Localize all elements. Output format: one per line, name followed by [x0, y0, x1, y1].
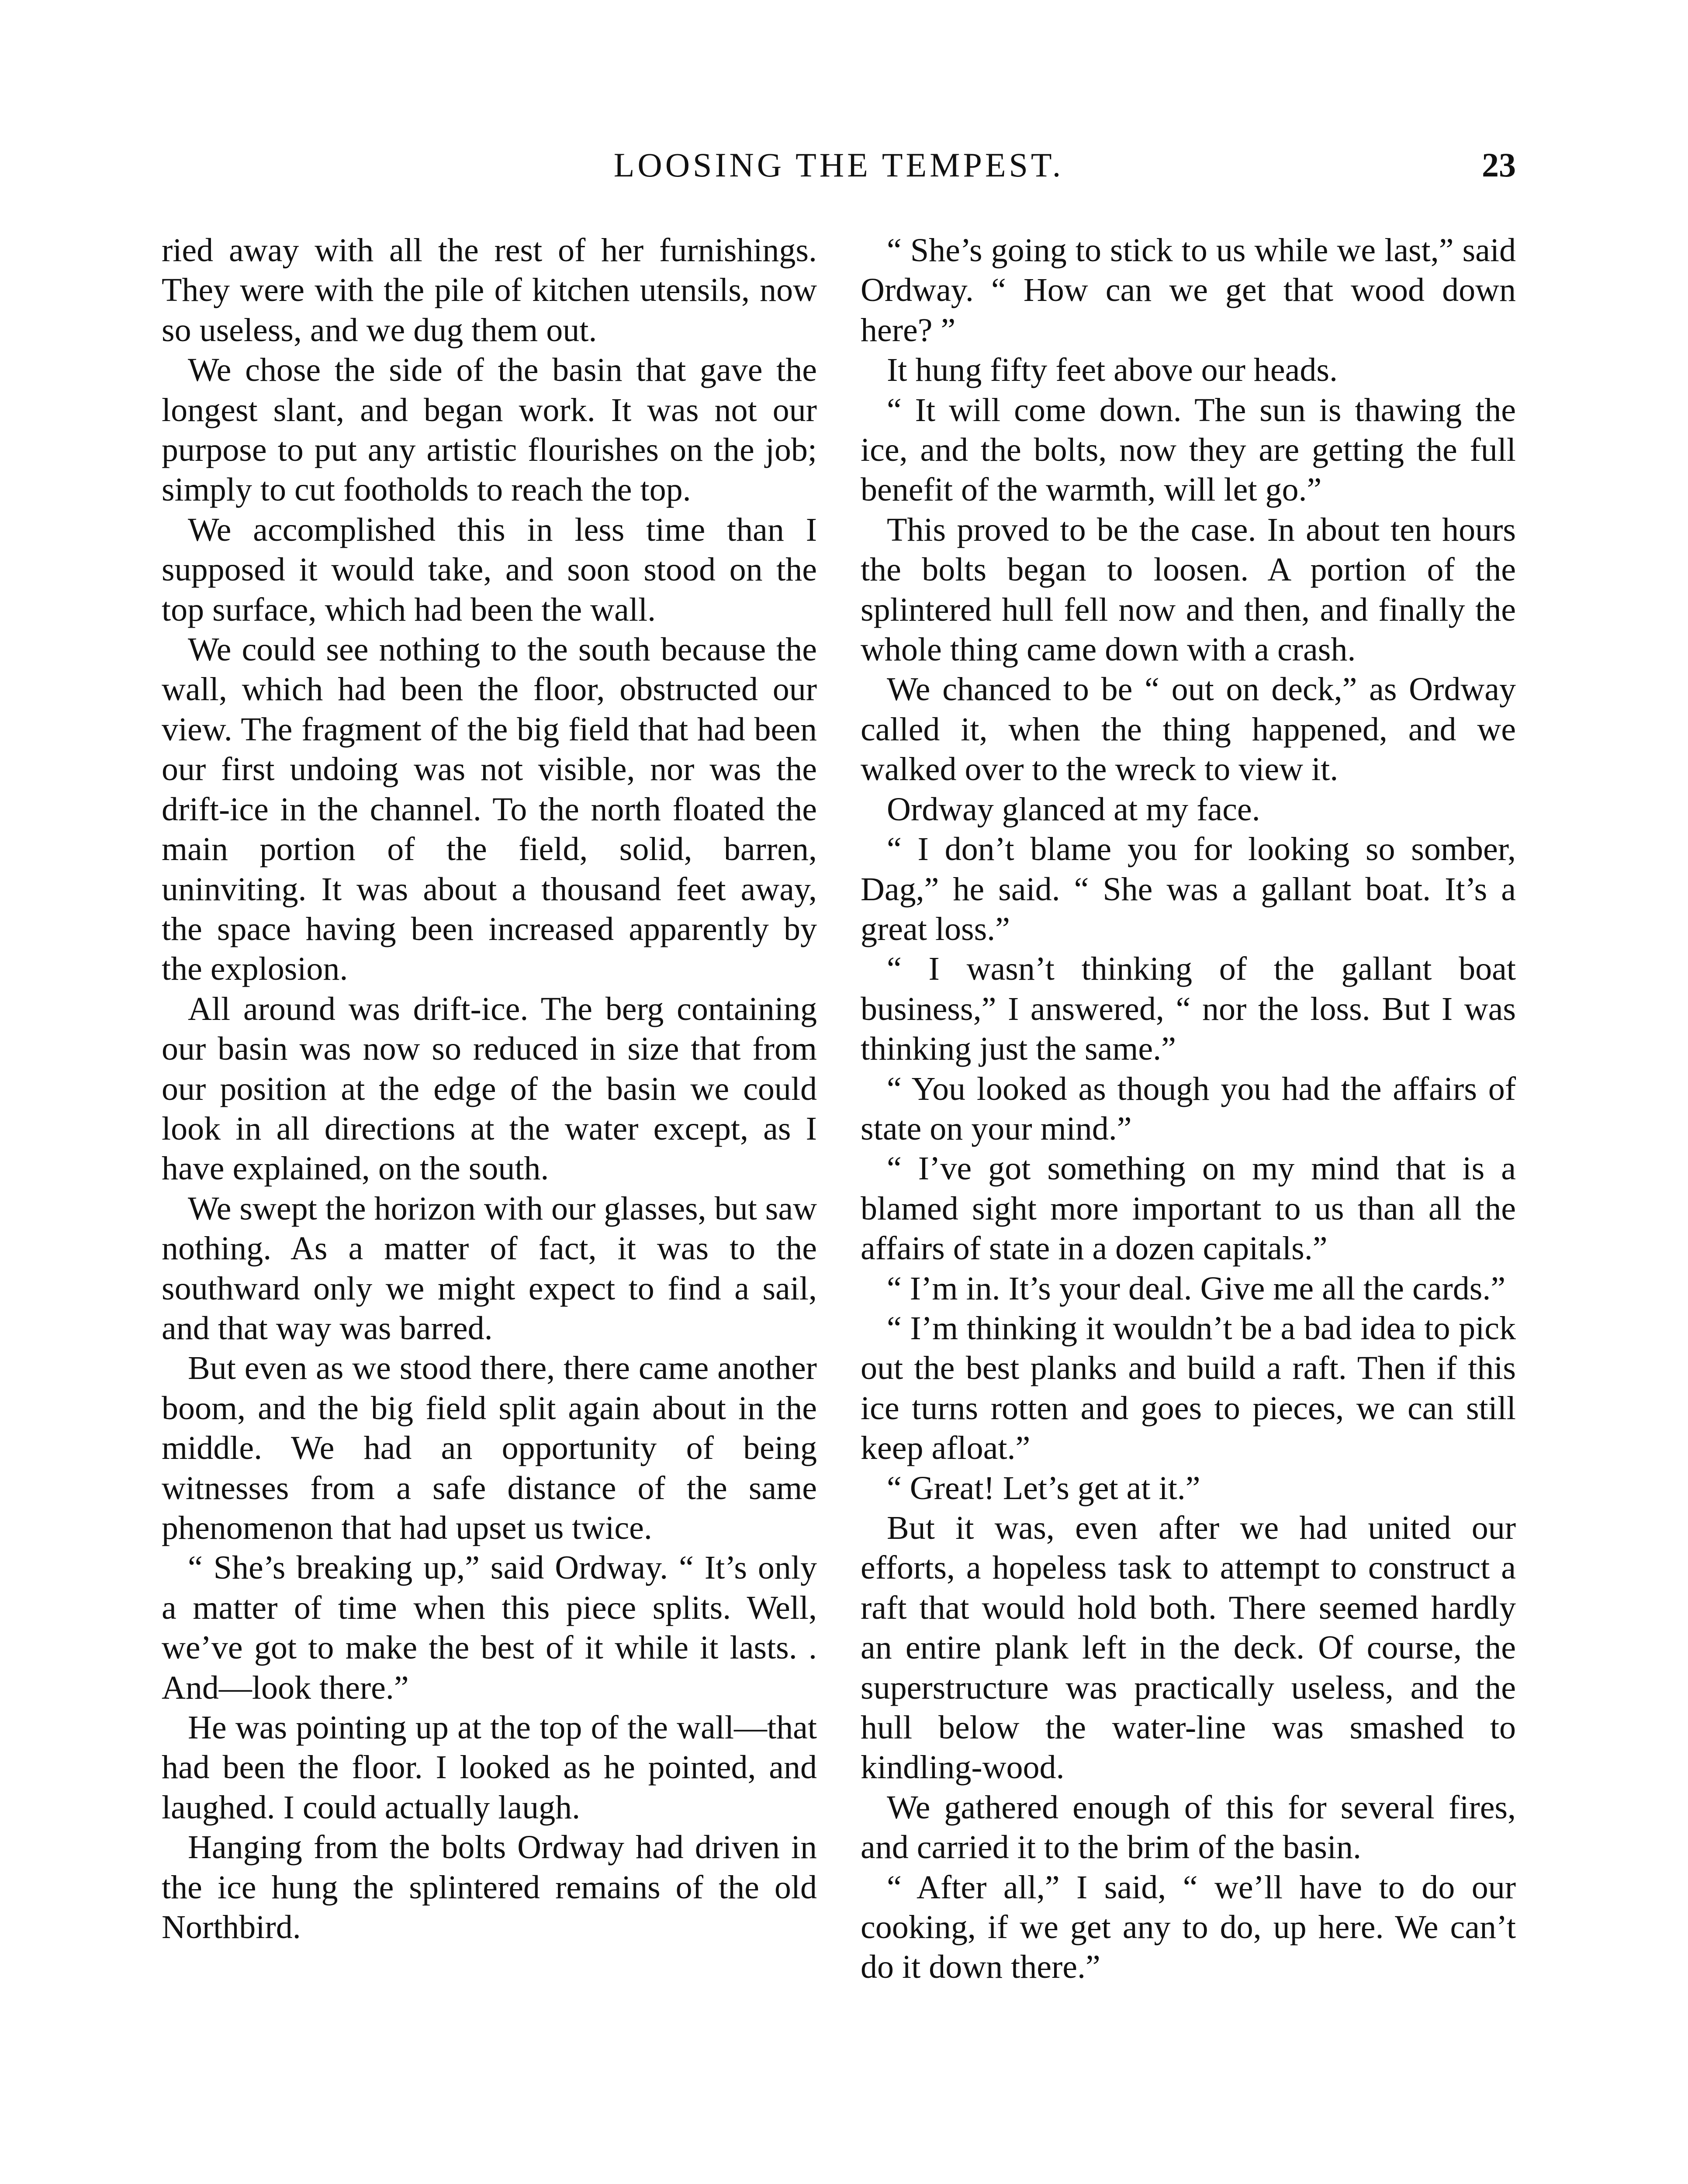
paragraph: We swept the horizon with our glasses, but saw nothing. As a matter of fact, it was to the southward only we might expect to find a sail, and that way was barred. [162, 1190, 817, 1347]
right-column [861, 231, 1516, 1987]
paragraph: “ Great! Let’s get at it.” [887, 1469, 1200, 1507]
paragraph: But even as we stood there, there came another boom, and the big field split again about in the middle. We had an opportunity of being witnesses from a safe distance of the same phenomenon that had upset us twice. [162, 1350, 817, 1546]
paragraph: “ I’m in. It’s your deal. Give me all the cards.” [887, 1270, 1506, 1307]
paragraph: It hung fifty feet above our heads. [887, 352, 1338, 389]
paragraph: ried away with all the rest of her furnishings. They were with the pile of kitchen utensils, now so useless, and we dug them out. [162, 232, 817, 349]
paragraph: Hanging from the bolts Ordway had driven in the ice hung the splintered remains of the old Northbird. [162, 1829, 817, 1946]
left-column [162, 231, 817, 1947]
paragraph: We gathered enough of this for several fires, and carried it to the brim of the basin. [861, 1789, 1516, 1866]
paragraph: “ I’m thinking it wouldn’t be a bad idea to pick out the best planks and build a raft. Then if this ice turns rotten and goes to pieces, we can still keep afloat.” [861, 1310, 1516, 1467]
paragraph: Ordway glanced at my face. [887, 791, 1260, 828]
paragraph: “ It will come down. The sun is thawing the ice, and the bolts, now they are getting the full benefit of the warmth, will let go.” [861, 391, 1516, 508]
paragraph: All around was drift-ice. The berg containing our basin was now so reduced in size that from our position at the edge of the basin we could look in all directions at the water except, as I have explained, on the south. [162, 990, 817, 1187]
page-number: 23 [1482, 146, 1516, 184]
paragraph: We chanced to be “ out on deck,” as Ordway called it, when the thing happened, and we walked over to the wreck to view it. [861, 671, 1516, 788]
paragraph: “ I wasn’t thinking of the gallant boat business,” I answered, “ nor the loss. But I was thinking just the same.” [861, 950, 1516, 1068]
paragraph: “ She’s breaking up,” said Ordway. “ It’s only a matter of time when this piece splits. Well, we’ve got to make the best of it while it lasts. . And—look there.” [162, 1549, 817, 1706]
paragraph: We could see nothing to the south because the wall, which had been the floor, obstructed our view. The fragment of the big field that had been our first undoing was not visible, nor was the drift-ice in the channel. To the north floated the main portion of the field, solid, barren, uninviting. It was about a thousand feet away, the space having been increased apparently by the explosion. [162, 631, 817, 988]
paragraph: This proved to be the case. In about ten hours the bolts began to loosen. A portion of the splintered hull fell now and then, and finally the whole thing came down with a crash. [861, 511, 1516, 668]
page-header [162, 139, 1516, 191]
paragraph: We accomplished this in less time than I supposed it would take, and soon stood on the top surface, which had been the wall. [162, 511, 817, 628]
paragraph: “ After all,” I said, “ we’ll have to do our cooking, if we get any to do, up here. We can’t do it down there.” [861, 1869, 1516, 1986]
paragraph: “ You looked as though you had the affairs of state on your mind.” [861, 1070, 1516, 1147]
paragraph: We chose the side of the basin that gave the longest slant, and began work. It was not our purpose to put any artistic flourishes on the job; simply to cut footholds to reach the top. [162, 352, 817, 508]
paragraph: But it was, even after we had united our efforts, a hopeless task to attempt to construct a raft that would hold both. There seemed hardly an entire plank left in the deck. Of course, the superstructure was practically useless, and the hull below the water-line was smashed to kindling-wood. [861, 1510, 1516, 1786]
paragraph: “ I don’t blame you for looking so somber, Dag,” he said. “ She was a gallant boat. It’s a great loss.” [861, 831, 1516, 947]
running-title: LOOSING THE TEMPEST. [613, 146, 1064, 184]
paragraph: “ I’ve got something on my mind that is a blamed sight more important to us than all the affairs of state in a dozen capitals.” [861, 1150, 1516, 1267]
paragraph: “ She’s going to stick to us while we last,” said Ordway. “ How can we get that wood down here? ” [861, 232, 1516, 349]
paragraph: He was pointing up at the top of the wall—that had been the floor. I looked as he pointed, and laughed. I could actually laugh. [162, 1709, 817, 1826]
